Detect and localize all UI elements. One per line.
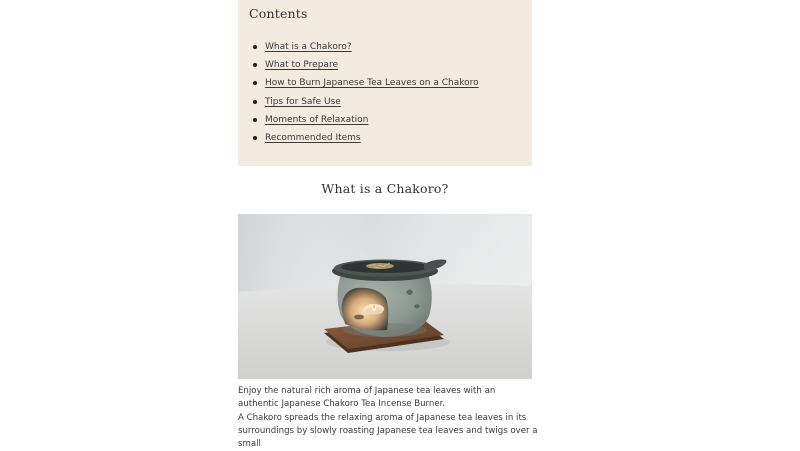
toc-link-what-is-chakoro[interactable]: What is a Chakoro? — [265, 42, 352, 52]
toc-link-what-to-prepare[interactable]: What to Prepare — [265, 60, 338, 71]
toc-item-safe-use — [238, 95, 479, 113]
toc-link-safe-use[interactable]: Tips for Safe Use — [265, 96, 341, 107]
bullet-icon — [253, 136, 257, 140]
toc-item-recommended — [238, 131, 479, 149]
toc-list — [238, 40, 479, 149]
intro-text — [238, 385, 538, 451]
chakoro-photo — [238, 214, 532, 379]
bullet-icon — [253, 100, 257, 104]
toc-link-how-to-burn[interactable]: How to Burn Japanese Tea Leaves on a Chakoro — [265, 78, 479, 89]
bullet-icon — [253, 63, 257, 67]
intro-paragraph-1: Enjoy the natural rich aroma of Japanese tea leaves with an authentic Japanese Chakoro Tea Incense Burner. — [238, 386, 496, 410]
bullet-icon — [253, 45, 257, 49]
toc-item-what-to-prepare — [238, 58, 479, 76]
toc-title: Contents — [249, 6, 308, 21]
bullet-icon — [253, 118, 257, 122]
intro-paragraph-2: A Chakoro spreads the relaxing aroma of Japanese tea leaves in its surroundings by slowly roasting Japanese tea leaves and twigs over a small — [238, 412, 538, 450]
toc-link-recommended[interactable]: Recommended Items — [265, 132, 361, 143]
table-of-contents — [238, 0, 532, 166]
bullet-icon — [253, 81, 257, 85]
toc-item-how-to-burn — [238, 76, 479, 94]
toc-item-what-is-chakoro — [238, 40, 479, 58]
section-heading: What is a Chakoro? — [321, 181, 449, 196]
toc-item-relaxation — [238, 113, 479, 131]
toc-link-relaxation[interactable]: Moments of Relaxation — [265, 114, 369, 125]
